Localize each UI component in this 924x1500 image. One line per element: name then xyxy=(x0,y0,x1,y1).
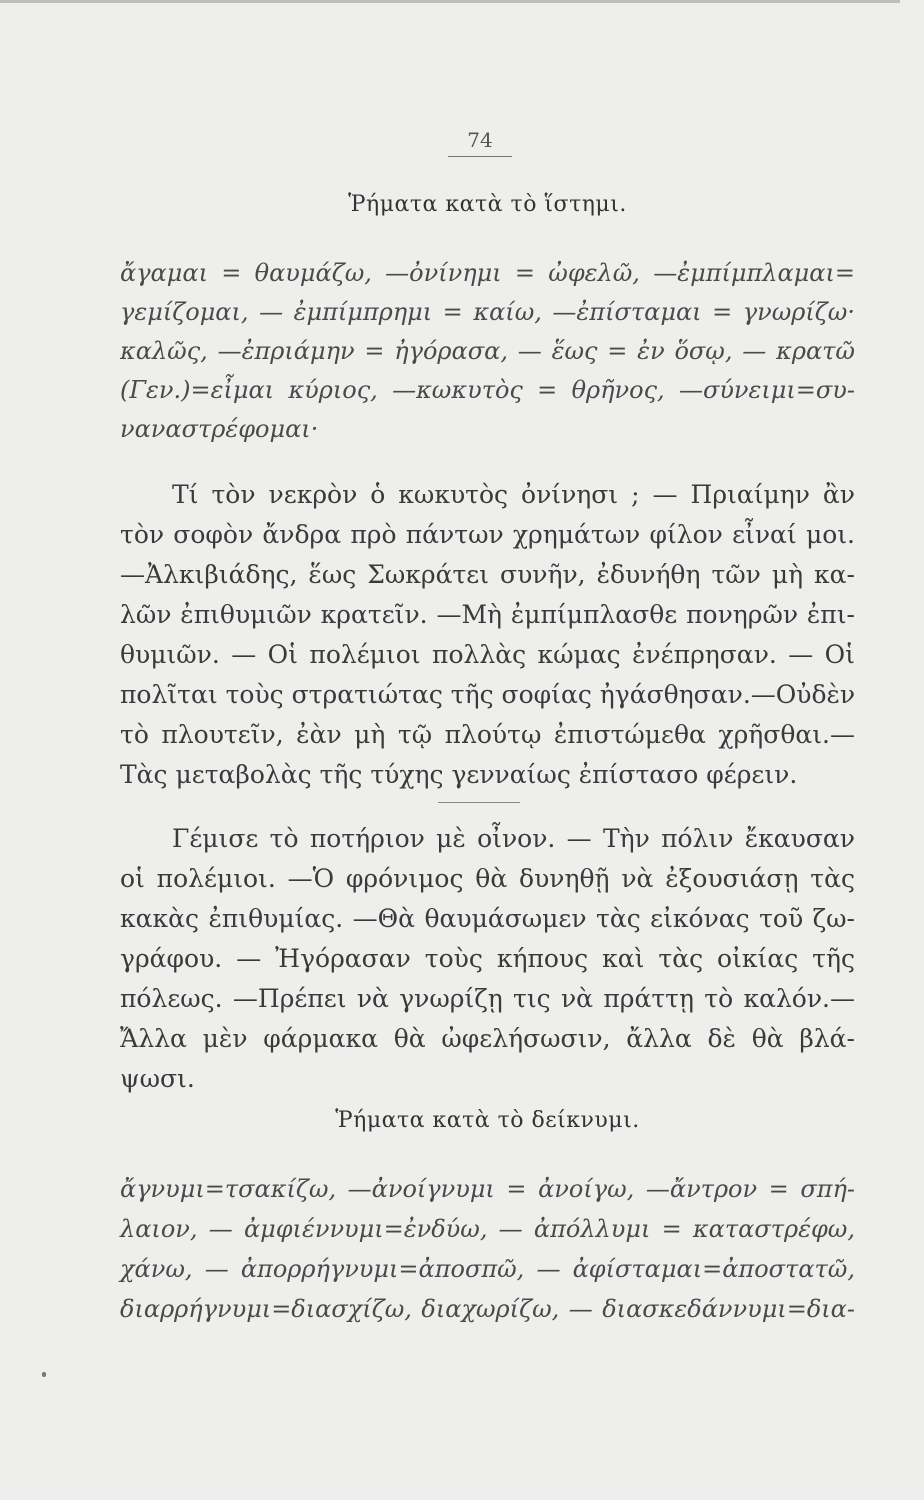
text-line: πολῖται τοὺς στρατιώτας τῆς σοφίας ἠγάσθησαν.—Οὐδὲν xyxy=(120,680,856,709)
vocab-line: λαιον, — ἀμφιέννυμι=ἐνδύω, — ἀπόλλυμι = καταστρέφω, xyxy=(120,1215,855,1243)
text-line: Ἄλλα μὲν φάρμακα θὰ ὠφελήσωσιν, ἄλλα δὲ θὰ βλά- xyxy=(120,1024,855,1053)
page-top-edge xyxy=(0,0,900,3)
vocab-line: διαρρήγνυμι=διασχίζω, διαχωρίζω, — διασκεδάννυμι=δια- xyxy=(120,1295,855,1323)
vocab-line: ναναστρέφομαι· xyxy=(120,415,319,443)
text-line: ψωσι. xyxy=(120,1064,195,1093)
section-heading-deiknymi: Ῥήματα κατὰ τὸ δείκνυμι. xyxy=(335,1108,640,1133)
text-line: Τὰς μεταβολὰς τῆς τύχης γενναίως ἐπίστασο φέρειν. xyxy=(120,760,798,789)
vocab-line: ἄγνυμι=τσακίζω, —ἀνοίγνυμι = ἀνοίγω, —ἄντρον = σπή- xyxy=(120,1175,855,1203)
vocab-line: γεμίζομαι, — ἐμπίμπρημι = καίω, —ἐπίσταμαι = γνωρίζω· xyxy=(120,298,855,326)
text-line: Τί τὸν νεκρὸν ὁ κωκυτὸς ὀνίνησι ; — Πριαίμην ἂν xyxy=(172,480,855,509)
text-line: τὸν σοφὸν ἄνδρα πρὸ πάντων χρημάτων φίλον εἶναί μοι. xyxy=(120,520,855,549)
vocab-line: χάνω, — ἀπορρήγνυμι=ἀποσπῶ, — ἀφίσταμαι=ἀποστατῶ, xyxy=(120,1255,855,1283)
section-heading-histemi: Ῥήματα κατὰ τὸ ἵστημι. xyxy=(348,192,627,217)
page-number: 74 xyxy=(467,128,493,152)
text-line: τὸ πλουτεῖν, ἐὰν μὴ τῷ πλούτῳ ἐπιστώμεθα χρῆσθαι.— xyxy=(120,720,855,749)
text-line: λῶν ἐπιθυμιῶν κρατεῖν. —Μὴ ἐμπίμπλασθε πονηρῶν ἐπι- xyxy=(120,600,855,629)
text-line: Γέμισε τὸ ποτήριον μὲ οἶνον. — Τὴν πόλιν ἔκαυσαν xyxy=(172,824,855,853)
text-line: γράφου. — Ἠγόρασαν τοὺς κήπους καὶ τὰς οἰκίας τῆς xyxy=(120,944,855,973)
vocab-line: ἄγαμαι = θαυμάζω, —ὀνίνημι = ὠφελῶ, —ἐμπίμπλαμαι= xyxy=(120,259,855,287)
section-separator xyxy=(438,802,520,803)
vocab-line: (Γεν.)=εἶμαι κύριος, —κωκυτὸς = θρῆνος, —σύνειμι=συ- xyxy=(120,376,855,404)
text-line: θυμιῶν. — Οἱ πολέμιοι πολλὰς κώμας ἐνέπρησαν. — Οἱ xyxy=(120,640,855,669)
ink-speck xyxy=(42,1372,46,1377)
text-line: οἱ πολέμιοι. —Ὁ φρόνιμος θὰ δυνηθῇ νὰ ἐξουσιάσῃ τὰς xyxy=(120,864,855,893)
page-number-rule xyxy=(448,156,512,157)
vocab-line: καλῶς, —ἐπριάμην = ἠγόρασα, — ἕως = ἐν ὅσῳ, — κρατῶ xyxy=(120,337,855,365)
text-line: πόλεως. —Πρέπει νὰ γνωρίζῃ τις νὰ πράττῃ τὸ καλόν.— xyxy=(120,984,855,1013)
text-line: —Ἀλκιβιάδης, ἕως Σωκράτει συνῆν, ἐδυνήθη τῶν μὴ κα- xyxy=(120,560,855,589)
text-line: κακὰς ἐπιθυμίας. —Θὰ θαυμάσωμεν τὰς εἰκόνας τοῦ ζω- xyxy=(120,904,855,933)
